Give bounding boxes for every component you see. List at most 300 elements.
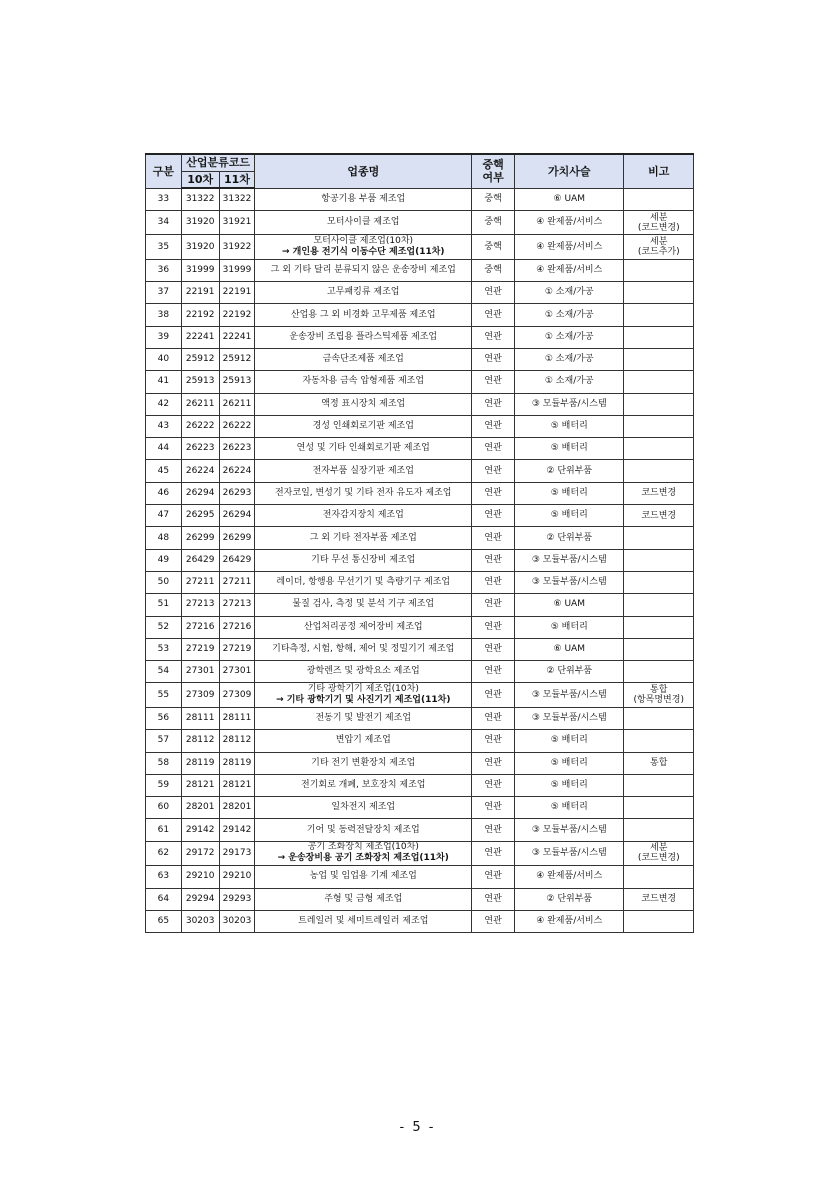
remark — [624, 707, 694, 729]
overlap-status: 연관 — [472, 819, 515, 841]
table-body — [146, 188, 694, 933]
industry-name-line: 운송장비 조립용 플라스틱제품 제조업 — [289, 331, 438, 342]
code-10: 28121 — [181, 774, 219, 796]
remark: 통합 (항목명변경) — [624, 683, 694, 708]
code-10: 28201 — [181, 797, 219, 819]
table-row — [146, 348, 694, 370]
industry-name — [255, 415, 472, 437]
row-number: 41 — [146, 371, 182, 393]
remark — [624, 415, 694, 437]
industry-name-line: 전동기 및 발전기 제조업 — [315, 713, 412, 724]
overlap-status: 연관 — [472, 683, 515, 708]
overlap-status: 연관 — [472, 304, 515, 326]
overlap-status: 연관 — [472, 371, 515, 393]
industry-name — [255, 210, 472, 235]
code-10: 27211 — [181, 571, 219, 593]
overlap-status: 연관 — [472, 527, 515, 549]
code-10: 28119 — [181, 752, 219, 774]
header-code-11: 11차 — [219, 171, 255, 188]
overlap-status: 연관 — [472, 616, 515, 638]
remark — [624, 797, 694, 819]
row-number: 44 — [146, 438, 182, 460]
value-chain: ① 소재/가공 — [515, 282, 624, 304]
value-chain: ① 소재/가공 — [515, 326, 624, 348]
table-row — [146, 282, 694, 304]
overlap-status: 연관 — [472, 888, 515, 910]
row-number: 47 — [146, 505, 182, 527]
code-11: 31922 — [219, 235, 255, 260]
code-11: 31921 — [219, 210, 255, 235]
code-10: 26299 — [181, 527, 219, 549]
remark: 코드변경 — [624, 888, 694, 910]
table-row — [146, 661, 694, 683]
row-number: 60 — [146, 797, 182, 819]
industry-name — [255, 549, 472, 571]
industry-name-line: 모터사이클 제조업 — [327, 217, 400, 228]
remark — [624, 438, 694, 460]
header-value-chain: 가치사슬 — [515, 154, 624, 188]
industry-name — [255, 661, 472, 683]
row-number: 58 — [146, 752, 182, 774]
overlap-status: 연관 — [472, 482, 515, 504]
header-division: 구분 — [146, 154, 182, 188]
code-10: 28111 — [181, 707, 219, 729]
page-number: - 5 - — [399, 1120, 436, 1135]
remark — [624, 527, 694, 549]
table-row — [146, 571, 694, 593]
row-number: 54 — [146, 661, 182, 683]
value-chain: ① 소재/가공 — [515, 304, 624, 326]
table-row — [146, 841, 694, 866]
overlap-status: 중핵 — [472, 259, 515, 281]
code-11: 27219 — [219, 638, 255, 660]
remark — [624, 326, 694, 348]
table-row — [146, 326, 694, 348]
value-chain: ③ 모듈부품/시스템 — [515, 707, 624, 729]
remark — [624, 571, 694, 593]
industry-name — [255, 594, 472, 616]
remark: 코드변경 — [624, 505, 694, 527]
value-chain: ⑥ UAM — [515, 638, 624, 660]
code-10: 26294 — [181, 482, 219, 504]
overlap-status: 연관 — [472, 460, 515, 482]
industry-name — [255, 841, 472, 866]
industry-name — [255, 371, 472, 393]
code-10: 31920 — [181, 235, 219, 260]
value-chain: ⑤ 배터리 — [515, 482, 624, 504]
table-row — [146, 549, 694, 571]
code-11: 26211 — [219, 393, 255, 415]
value-chain: ⑤ 배터리 — [515, 774, 624, 796]
industry-name-line: 공기 조화장치 제조업(10차) — [307, 842, 419, 853]
row-number: 49 — [146, 549, 182, 571]
value-chain: ③ 모듈부품/시스템 — [515, 549, 624, 571]
industry-name — [255, 393, 472, 415]
code-11: 26294 — [219, 505, 255, 527]
industry-name-line: 모터사이클 제조업(10차) — [313, 236, 414, 247]
overlap-status: 연관 — [472, 594, 515, 616]
table-row — [146, 210, 694, 235]
industry-name — [255, 326, 472, 348]
code-11: 22191 — [219, 282, 255, 304]
header-code-10: 10차 — [181, 171, 219, 188]
row-number: 64 — [146, 888, 182, 910]
row-number: 33 — [146, 188, 182, 210]
remark — [624, 638, 694, 660]
industry-name — [255, 730, 472, 752]
overlap-status: 연관 — [472, 393, 515, 415]
code-11: 29293 — [219, 888, 255, 910]
remark — [624, 549, 694, 571]
industry-name — [255, 259, 472, 281]
remark — [624, 348, 694, 370]
value-chain: ④ 완제품/서비스 — [515, 235, 624, 260]
code-10: 26429 — [181, 549, 219, 571]
code-10: 29210 — [181, 866, 219, 888]
remark: 통합 — [624, 752, 694, 774]
code-10: 26211 — [181, 393, 219, 415]
industry-name-line: 레이더, 항행용 무선기기 및 측량기구 제조업 — [276, 577, 451, 588]
header-note: 비고 — [624, 154, 694, 188]
row-number: 65 — [146, 910, 182, 932]
value-chain: ② 단위부품 — [515, 888, 624, 910]
industry-name-line: 그 외 기타 달리 분류되지 않은 운송장비 제조업 — [270, 264, 456, 275]
value-chain: ⑤ 배터리 — [515, 797, 624, 819]
industry-code-table — [145, 153, 694, 933]
table-row — [146, 393, 694, 415]
value-chain: ④ 완제품/서비스 — [515, 210, 624, 235]
industry-name — [255, 188, 472, 210]
value-chain: ⑥ UAM — [515, 594, 624, 616]
row-number: 52 — [146, 616, 182, 638]
overlap-status: 중핵 — [472, 188, 515, 210]
remark — [624, 616, 694, 638]
industry-name — [255, 910, 472, 932]
industry-name-new: → 운송장비용 공기 조화장치 제조업(11차) — [277, 853, 449, 864]
row-number: 38 — [146, 304, 182, 326]
industry-name — [255, 348, 472, 370]
code-11: 22241 — [219, 326, 255, 348]
remark — [624, 774, 694, 796]
code-10: 31322 — [181, 188, 219, 210]
code-10: 29172 — [181, 841, 219, 866]
industry-name — [255, 774, 472, 796]
code-11: 31322 — [219, 188, 255, 210]
industry-name — [255, 282, 472, 304]
row-number: 63 — [146, 866, 182, 888]
value-chain: ③ 모듈부품/시스템 — [515, 393, 624, 415]
code-11: 28112 — [219, 730, 255, 752]
code-11: 29210 — [219, 866, 255, 888]
code-10: 27309 — [181, 683, 219, 708]
overlap-status: 중핵 — [472, 235, 515, 260]
code-11: 28121 — [219, 774, 255, 796]
table-row — [146, 683, 694, 708]
code-11: 28111 — [219, 707, 255, 729]
overlap-status: 연관 — [472, 415, 515, 437]
industry-name-line: 자동차용 금속 압형제품 제조업 — [302, 376, 425, 387]
value-chain: ④ 완제품/서비스 — [515, 866, 624, 888]
industry-name-line: 일차전지 제조업 — [331, 802, 396, 813]
industry-name-line: 전자부품 실장기판 제조업 — [312, 465, 414, 476]
code-10: 31920 — [181, 210, 219, 235]
remark — [624, 188, 694, 210]
code-10: 30203 — [181, 910, 219, 932]
table-row — [146, 616, 694, 638]
industry-name-line: 기타 무선 통신장비 제조업 — [311, 554, 416, 565]
industry-name — [255, 304, 472, 326]
table-row — [146, 594, 694, 616]
row-number: 45 — [146, 460, 182, 482]
code-10: 26224 — [181, 460, 219, 482]
row-number: 61 — [146, 819, 182, 841]
industry-name — [255, 571, 472, 593]
code-10: 25912 — [181, 348, 219, 370]
value-chain: ② 단위부품 — [515, 661, 624, 683]
industry-name-line: 변압기 제조업 — [335, 735, 391, 746]
industry-name — [255, 527, 472, 549]
value-chain: ⑤ 배터리 — [515, 415, 624, 437]
code-11: 27216 — [219, 616, 255, 638]
value-chain: ② 단위부품 — [515, 460, 624, 482]
table-row — [146, 888, 694, 910]
code-10: 22241 — [181, 326, 219, 348]
remark: 코드변경 — [624, 482, 694, 504]
industry-name — [255, 707, 472, 729]
row-number: 62 — [146, 841, 182, 866]
code-11: 27301 — [219, 661, 255, 683]
industry-name-line: 물질 검사, 측정 및 분석 기구 제조업 — [292, 599, 435, 610]
header-overlap: 중핵 여부 — [472, 154, 515, 188]
value-chain: ⑤ 배터리 — [515, 616, 624, 638]
value-chain: ③ 모듈부품/시스템 — [515, 683, 624, 708]
row-number: 34 — [146, 210, 182, 235]
value-chain: ⑤ 배터리 — [515, 505, 624, 527]
table-row — [146, 819, 694, 841]
industry-name-line: 경성 인쇄회로기판 제조업 — [312, 421, 414, 432]
code-11: 27211 — [219, 571, 255, 593]
remark — [624, 393, 694, 415]
remark — [624, 730, 694, 752]
industry-name-line: 기타 광학기기 제조업(10차) — [307, 684, 419, 695]
row-number: 53 — [146, 638, 182, 660]
code-11: 29142 — [219, 819, 255, 841]
remark — [624, 460, 694, 482]
industry-name-line: 기타측정, 시험, 항해, 제어 및 정밀기기 제조업 — [272, 643, 455, 654]
table-row — [146, 235, 694, 260]
row-number: 43 — [146, 415, 182, 437]
row-number: 42 — [146, 393, 182, 415]
table-row — [146, 460, 694, 482]
overlap-status: 연관 — [472, 707, 515, 729]
industry-name-line: 전기회로 개폐, 보호장치 제조업 — [301, 779, 426, 790]
value-chain: ⑥ UAM — [515, 188, 624, 210]
code-11: 22192 — [219, 304, 255, 326]
industry-name-line: 그 외 기타 전자부품 제조업 — [309, 532, 417, 543]
row-number: 36 — [146, 259, 182, 281]
table-row — [146, 188, 694, 210]
remark — [624, 661, 694, 683]
overlap-status: 연관 — [472, 505, 515, 527]
row-number: 35 — [146, 235, 182, 260]
value-chain: ③ 모듈부품/시스템 — [515, 841, 624, 866]
industry-name — [255, 505, 472, 527]
table-row — [146, 527, 694, 549]
code-10: 27301 — [181, 661, 219, 683]
overlap-status: 연관 — [472, 797, 515, 819]
code-10: 27219 — [181, 638, 219, 660]
industry-name — [255, 866, 472, 888]
code-11: 26293 — [219, 482, 255, 504]
table-row — [146, 730, 694, 752]
table-row — [146, 259, 694, 281]
industry-name — [255, 482, 472, 504]
remark: 세분 (코드변경) — [624, 841, 694, 866]
industry-name-line: 농업 및 임업용 기계 제조업 — [309, 871, 417, 882]
row-number: 55 — [146, 683, 182, 708]
code-10: 22191 — [181, 282, 219, 304]
industry-name — [255, 235, 472, 260]
code-10: 31999 — [181, 259, 219, 281]
row-number: 40 — [146, 348, 182, 370]
remark — [624, 866, 694, 888]
industry-name-line: 연성 및 기타 인쇄회로기판 제조업 — [296, 443, 430, 454]
code-11: 28119 — [219, 752, 255, 774]
table-row — [146, 482, 694, 504]
table-row — [146, 910, 694, 932]
table-row — [146, 415, 694, 437]
industry-name — [255, 616, 472, 638]
value-chain: ③ 모듈부품/시스템 — [515, 819, 624, 841]
industry-name-line: 고무패킹류 제조업 — [327, 287, 400, 298]
remark — [624, 259, 694, 281]
remark — [624, 819, 694, 841]
code-10: 26223 — [181, 438, 219, 460]
table-row — [146, 752, 694, 774]
table-row — [146, 438, 694, 460]
row-number: 56 — [146, 707, 182, 729]
code-11: 27213 — [219, 594, 255, 616]
overlap-status: 연관 — [472, 571, 515, 593]
industry-name-line: 전자감지장치 제조업 — [322, 510, 404, 521]
value-chain: ⑤ 배터리 — [515, 730, 624, 752]
code-11: 26224 — [219, 460, 255, 482]
industry-name-line: 트레일러 및 세미트레일러 제조업 — [298, 915, 429, 926]
remark — [624, 910, 694, 932]
remark: 세분 (코드추가) — [624, 235, 694, 260]
industry-name-line: 금속단조제품 제조업 — [322, 354, 404, 365]
code-10: 25913 — [181, 371, 219, 393]
overlap-status: 연관 — [472, 326, 515, 348]
code-10: 28112 — [181, 730, 219, 752]
overlap-status: 연관 — [472, 348, 515, 370]
value-chain: ① 소재/가공 — [515, 348, 624, 370]
row-number: 46 — [146, 482, 182, 504]
code-11: 25912 — [219, 348, 255, 370]
code-10: 29294 — [181, 888, 219, 910]
value-chain: ⑤ 배터리 — [515, 438, 624, 460]
header-industry: 업종명 — [255, 154, 472, 188]
code-11: 29173 — [219, 841, 255, 866]
overlap-status: 연관 — [472, 638, 515, 660]
overlap-status: 연관 — [472, 730, 515, 752]
value-chain: ④ 완제품/서비스 — [515, 259, 624, 281]
row-number: 59 — [146, 774, 182, 796]
industry-name-line: 광학렌즈 및 광학요소 제조업 — [306, 666, 420, 677]
code-11: 26222 — [219, 415, 255, 437]
code-10: 22192 — [181, 304, 219, 326]
remark: 세분 (코드변경) — [624, 210, 694, 235]
value-chain: ② 단위부품 — [515, 527, 624, 549]
industry-name — [255, 752, 472, 774]
row-number: 37 — [146, 282, 182, 304]
industry-name-line: 액정 표시장치 제조업 — [321, 398, 406, 409]
overlap-status: 연관 — [472, 438, 515, 460]
overlap-status: 연관 — [472, 841, 515, 866]
overlap-status: 연관 — [472, 282, 515, 304]
industry-name-line: 기타 전기 변환장치 제조업 — [311, 757, 416, 768]
industry-name-line: 기어 및 동력전달장치 제조업 — [306, 824, 420, 835]
industry-name — [255, 683, 472, 708]
industry-name — [255, 797, 472, 819]
row-number: 57 — [146, 730, 182, 752]
code-11: 26223 — [219, 438, 255, 460]
industry-name — [255, 888, 472, 910]
overlap-status: 연관 — [472, 661, 515, 683]
header-code-group: 산업분류코드 — [181, 154, 255, 171]
overlap-status: 연관 — [472, 866, 515, 888]
industry-name-new: → 기타 광학기기 및 사진기기 제조업(11차) — [276, 695, 451, 706]
code-10: 27216 — [181, 616, 219, 638]
code-11: 27309 — [219, 683, 255, 708]
value-chain: ⑤ 배터리 — [515, 752, 624, 774]
code-11: 26429 — [219, 549, 255, 571]
industry-name-new: → 개인용 전기식 이동수단 제조업(11차) — [281, 247, 445, 258]
industry-name — [255, 460, 472, 482]
industry-name-line: 산업처리공정 제어장비 제조업 — [303, 621, 423, 632]
table-row — [146, 866, 694, 888]
code-10: 29142 — [181, 819, 219, 841]
value-chain: ④ 완제품/서비스 — [515, 910, 624, 932]
overlap-status: 연관 — [472, 774, 515, 796]
overlap-status: 연관 — [472, 549, 515, 571]
industry-name-line: 항공기용 부품 제조업 — [321, 193, 406, 204]
code-10: 27213 — [181, 594, 219, 616]
code-11: 30203 — [219, 910, 255, 932]
table-row — [146, 707, 694, 729]
remark — [624, 304, 694, 326]
remark — [624, 282, 694, 304]
industry-name — [255, 819, 472, 841]
code-11: 26299 — [219, 527, 255, 549]
overlap-status: 중핵 — [472, 210, 515, 235]
overlap-status: 연관 — [472, 910, 515, 932]
row-number: 50 — [146, 571, 182, 593]
code-10: 26295 — [181, 505, 219, 527]
code-11: 31999 — [219, 259, 255, 281]
industry-name — [255, 638, 472, 660]
table-row — [146, 505, 694, 527]
industry-name — [255, 438, 472, 460]
code-10: 26222 — [181, 415, 219, 437]
code-11: 28201 — [219, 797, 255, 819]
overlap-status: 연관 — [472, 752, 515, 774]
value-chain: ③ 모듈부품/시스템 — [515, 571, 624, 593]
table-row — [146, 638, 694, 660]
industry-name-line: 주형 및 금형 제조업 — [324, 893, 403, 904]
table-row — [146, 371, 694, 393]
industry-name-line: 산업용 그 외 비경화 고무제품 제조업 — [290, 309, 436, 320]
